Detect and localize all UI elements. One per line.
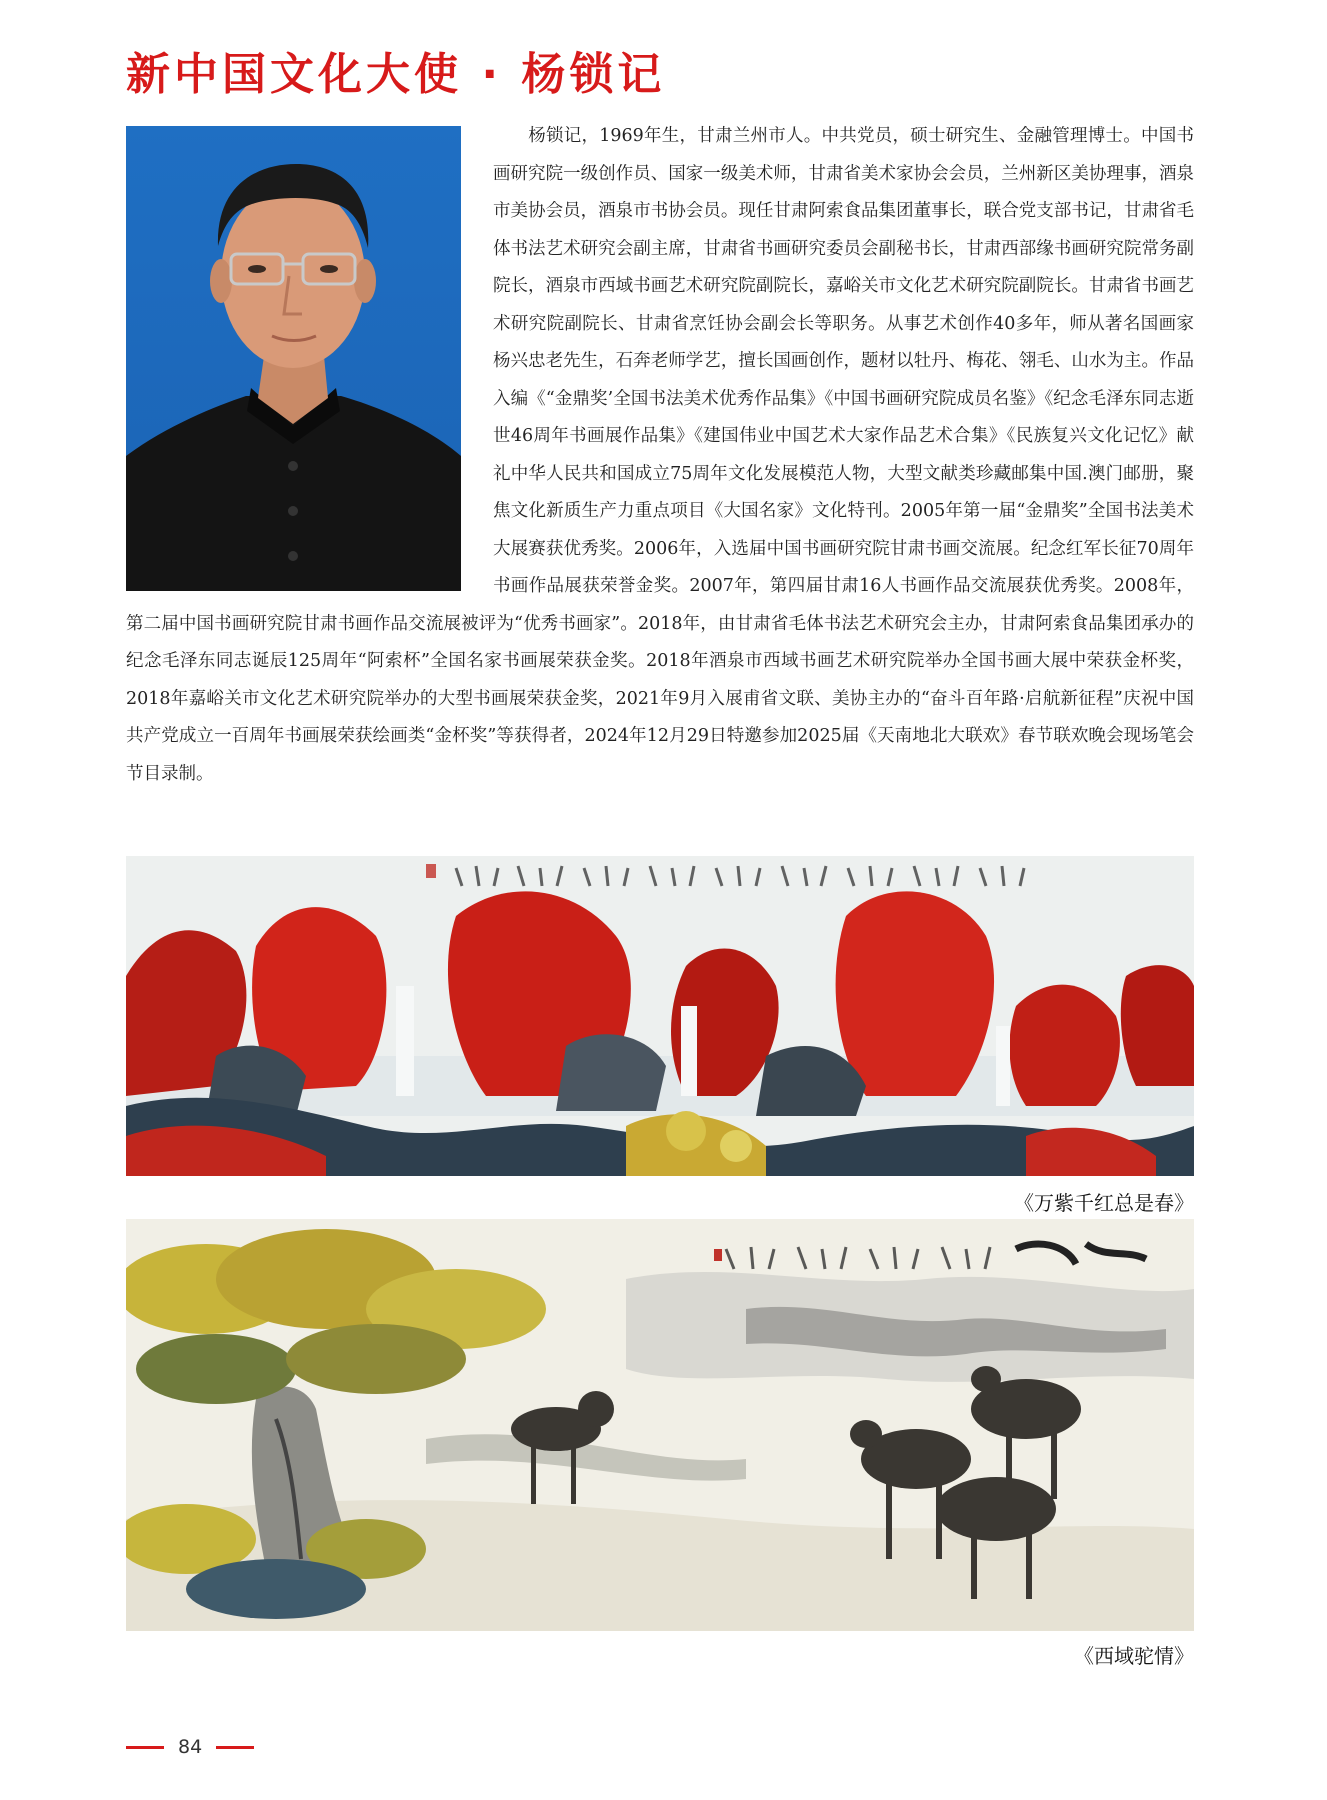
painting-caption-2: 《西域驼情》 — [1074, 1644, 1194, 1668]
painting-camels — [126, 1219, 1194, 1631]
painting-red-mountains — [126, 856, 1194, 1176]
page-number: 84 — [178, 1736, 203, 1758]
painting-caption-1: 《万紫千红总是春》 — [1014, 1191, 1194, 1215]
artist-biography — [126, 118, 1194, 793]
footer-rule-right — [216, 1746, 254, 1749]
footer-rule-left — [126, 1746, 164, 1749]
biography-text: 杨锁记，1969年生，甘肃兰州市人。中共党员，硕士研究生、金融管理博士。中国书画研究院一级创作员、国家一级美术师，甘肃省美术家协会会员，兰州新区美协理事，酒泉市美协会员，酒泉市书协会员。现任甘肃阿索食品集团董事长，联合党支部书记，甘肃省毛体书法艺术研究会副主席，甘肃省书画研究委员会副秘书长，甘肃西部缘书画研究院常务副院长，酒泉市西域书画艺术研究院副院长，嘉峪关市文化艺术研究院副院长。甘肃省书画艺术研究院副院长、甘肃省烹饪协会副会长等职务。从事艺术创作40多年，师从著名国画家杨兴忠老先生，石奔老师学艺，擅长国画创作，题材以牡丹、梅花、翎毛、山水为主。作品入编《“金鼎奖’全国书法美术优秀作品集》《中国书画研究院成员名鉴》《纪念毛泽东同志逝世46周年书画展作品集》《建国伟业中国艺术大家作品艺术合集》《民族复兴文化记忆》献礼中华人民共和国成立75周年文化发展模范人物，大型文献类珍藏邮集中国.澳门邮册，聚焦文化新质生产力重点项目《大国名家》文化特刊。2005年第一届“金鼎奖”全国书法美术大展赛获优秀奖。2006年，入选届中国书画研究院甘肃书画交流展。纪念红军长征70周年书画作品展获荣誉金奖。2007年，第四届甘肃16人书画作品交流展获优秀奖。2008年，第二届中国书画研究院甘肃书画作品交流展被评为“优秀书画家”。2018年，由甘肃省毛体书法艺术研究会主办，甘肃阿索食品集团承办的纪念毛泽东同志诞辰125周年“阿索杯”全国名家书画展荣获金奖。2018年酒泉市西域书画艺术研究院举办全国书画大展中荣获金杯奖，2018年嘉峪关市文化艺术研究院举办的大型书画展荣获金奖，2021年9月入展甫省文联、美协主办的“奋斗百年路·启航新征程”庆祝中国共产党成立一百周年书画展荣获绘画类“金杯奖”等获得者，2024年12月29日特邀参加2025届《天南地北大联欢》春节联欢晚会现场笔会节目录制。 — [126, 126, 1194, 784]
page-title: 新中国文化大使 · 杨锁记 — [126, 49, 666, 100]
page-footer — [126, 1736, 254, 1758]
